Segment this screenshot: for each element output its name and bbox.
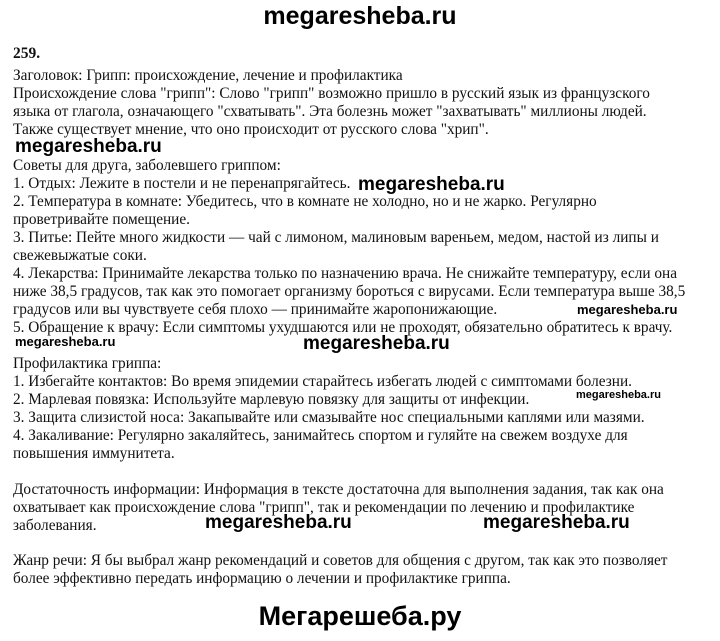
prevention-line: 2. Марлевая повязка: Используйте марлевую повязку для защиты от инфекции. (13, 391, 530, 408)
genre-line: Жанр речи: Я бы выбрал жанр рекомендаций и советов для общения с другом, так как это позволяет (13, 552, 668, 569)
watermark-b: megaresheba.ru (358, 174, 505, 195)
prevention-line: повышения иммунитета. (13, 445, 175, 462)
prevention-line: 4. Закаливание: Регулярно закаляйтесь, занимайтесь спортом и гуляйте на свежем воздухе для (13, 427, 628, 444)
watermark-d: megaresheba.ru (15, 334, 116, 349)
prevention-line: 1. Избегайте контактов: Во время эпидемии старайтесь избегать людей с симптомами болезни. (13, 373, 632, 390)
sufficiency-line: заболевания. (13, 517, 97, 534)
advice-heading: Советы для друга, заболевшего гриппом: (13, 157, 281, 174)
watermark-c: megaresheba.ru (577, 302, 678, 317)
advice-line: 5. Обращение к врачу: Если симптомы ухудшаются или не проходят, обязательно обратитесь к врачу. (13, 319, 673, 336)
sufficiency-line: Достаточность информации: Информация в тексте достаточна для выполнения задания, так как она (13, 481, 664, 498)
watermark-top: megaresheba.ru (263, 2, 457, 30)
advice-line: 1. Отдых: Лежите в постели и не перенапрягайтесь. (13, 175, 351, 192)
watermark-f: megaresheba.ru (576, 389, 661, 401)
prevention-line: 3. Защита слизистой носа: Закапывайте или смазывайте нос специальными каплями или мазями. (13, 409, 645, 426)
advice-line: 2. Температура в комнате: Убедитесь, что в комнате не холодно, но и не жарко. Регулярно (13, 193, 597, 210)
origin-line: Происхождение слова "грипп": Слово "грипп" возможно пришло в русский язык из французского (13, 85, 650, 102)
watermark-h: megaresheba.ru (483, 512, 630, 533)
advice-line: 3. Питье: Пейте много жидкости — чай с лимоном, малиновым вареньем, медом, настой из липы и (13, 229, 659, 246)
watermark-bottom: Мегарешеба.ру (258, 601, 462, 631)
origin-line: языка от глагола, означающего "схватывать". Эта болезнь может "захватывать" миллионы людей. (13, 103, 647, 120)
sufficiency-line: охватывает как происхождение слова "грипп", так и рекомендации по лечению и профилактике (13, 499, 635, 516)
advice-line: 4. Лекарства: Принимайте лекарства только по назначению врача. Не снижайте температуру, если она (13, 265, 678, 282)
title-line: Заголовок: Грипп: происхождение, лечение и профилактика (13, 67, 403, 84)
advice-line: свежевыжатые соки. (13, 247, 147, 264)
advice-line: градусов или вы чувствуете себя плохо — принимайте жаропонижающие. (13, 301, 498, 318)
prevention-heading: Профилактика гриппа: (13, 355, 162, 372)
origin-line: Также существует мнение, что оно происходит от русского слова "хрип". (13, 121, 489, 138)
advice-line: проветривайте помещение. (13, 211, 190, 228)
watermark-g: megaresheba.ru (205, 512, 352, 533)
watermark-e: megaresheba.ru (303, 333, 450, 354)
watermark-a: megaresheba.ru (15, 136, 162, 157)
genre-line: более эффективно передать информацию о лечении и профилактике гриппа. (13, 570, 511, 587)
exercise-number: 259. (13, 45, 41, 62)
advice-line: ниже 38,5 градусов, так как это помогает организму бороться с вирусами. Если температура выше 38,5 (13, 283, 686, 300)
